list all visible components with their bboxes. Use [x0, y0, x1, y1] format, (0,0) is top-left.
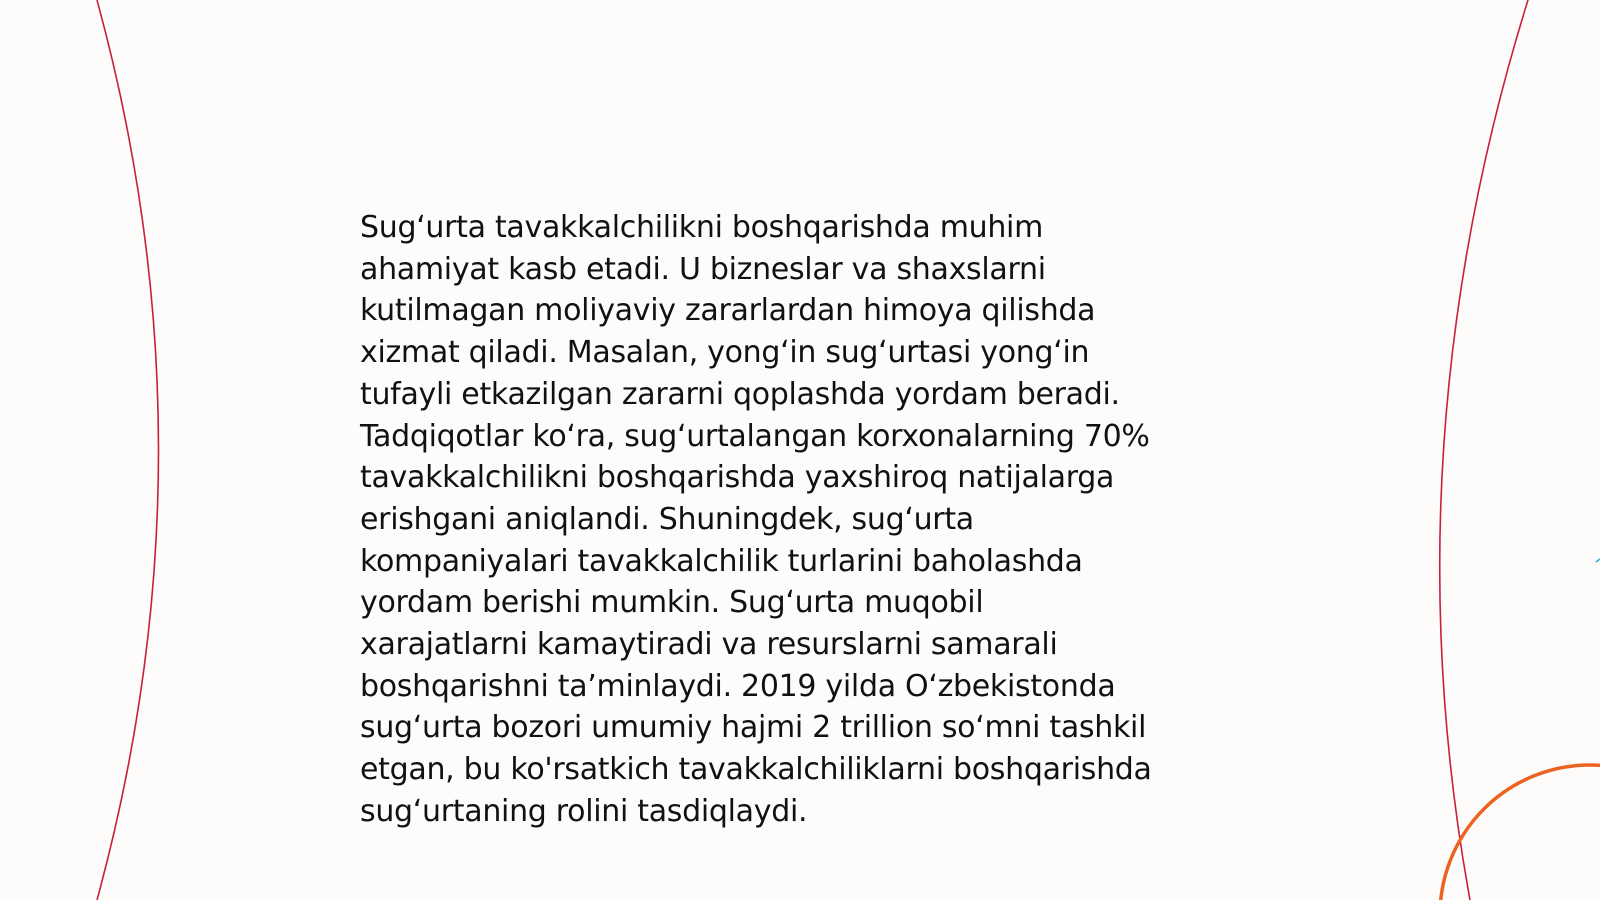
body-text-line: sug‘urta bozori umumiy hajmi 2 trillion so‘mni tashkil: [360, 710, 1147, 746]
body-text-line: tufayli etkazilgan zararni qoplashda yordam beradi.: [360, 376, 1120, 412]
body-text-line: kompaniyalari tavakkalchilik turlarini baholashda: [360, 543, 1083, 579]
body-text-line: sug‘urtaning rolini tasdiqlaydi.: [360, 793, 808, 829]
slide-body-text: [360, 207, 1240, 833]
body-text-line: xarajatlarni kamaytiradi va resurslarni samarali: [360, 627, 1058, 663]
body-text-line: tavakkalchilikni boshqarishda yaxshiroq natijalarga: [360, 460, 1115, 496]
body-text-line: kutilmagan moliyaviy zararlardan himoya qilishda: [360, 293, 1096, 329]
orange-circle-outline: [1440, 765, 1600, 900]
body-text-line: boshqarishni ta’minlaydi. 2019 yilda O‘zbekistonda: [360, 668, 1116, 704]
body-text-line: ahamiyat kasb etadi. U bizneslar va shaxslarni: [360, 251, 1046, 287]
body-text-line: yordam berishi mumkin. Sug‘urta muqobil: [360, 585, 984, 621]
blue-accent-mark: [1596, 559, 1600, 562]
body-text-line: Sug‘urta tavakkalchilikni boshqarishda muhim: [360, 210, 1044, 245]
body-text-line: xizmat qiladi. Masalan, yong‘in sug‘urtasi yong‘in: [360, 335, 1090, 371]
left-curved-line: [97, 0, 159, 900]
body-text-line: Tadqiqotlar ko‘ra, sug‘urtalangan korxonalarning 70%: [360, 418, 1150, 454]
body-text-line: erishgani aniqlandi. Shuningdek, sug‘urta: [360, 501, 974, 537]
body-text-line: etgan, bu ko'rsatkich tavakkalchiliklarni boshqarishda: [360, 752, 1152, 788]
right-curved-line: [1440, 0, 1528, 900]
